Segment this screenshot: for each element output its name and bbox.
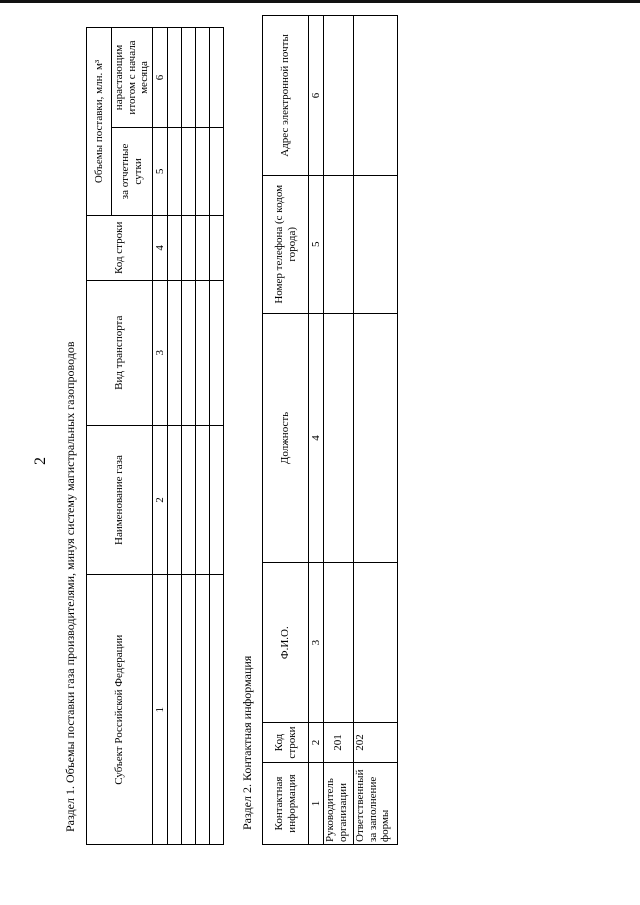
email-cell[interactable] [324, 16, 354, 176]
table-cell[interactable] [210, 280, 224, 425]
table-cell[interactable] [210, 215, 224, 280]
table-row [324, 16, 354, 845]
table-cell[interactable] [210, 575, 224, 845]
table-cell[interactable] [182, 575, 196, 845]
volumes-header: Объемы поставки, млн. м³ [87, 28, 112, 216]
phone-cell[interactable] [324, 175, 354, 313]
phone-header: Номер телефона (с кодом города) [263, 175, 309, 313]
fio-cell[interactable] [324, 563, 354, 723]
col-number: 4 [153, 215, 168, 280]
cumulative-header: нарастающим итогом с начала месяца [112, 28, 153, 128]
table-cell[interactable] [196, 280, 210, 425]
gas-name-header: Наименование газа [87, 425, 153, 575]
email-cell[interactable] [354, 16, 398, 176]
table-cell[interactable] [168, 127, 182, 215]
fio-header: Ф.И.О. [263, 563, 309, 723]
table-cell[interactable] [182, 28, 196, 128]
table-cell[interactable] [210, 425, 224, 575]
transport-header: Вид транспорта [87, 280, 153, 425]
col-number: 3 [153, 280, 168, 425]
section1-title: Раздел 1. Объемы поставки газа производителями, минуя систему магистральных газопроводов [63, 341, 77, 832]
table-cell[interactable] [196, 127, 210, 215]
table-cell[interactable] [168, 280, 182, 425]
table-row [354, 16, 398, 845]
row-code: 201 [324, 723, 354, 763]
table-cell[interactable] [168, 28, 182, 128]
page-number: 2 [32, 457, 49, 465]
table-cell[interactable] [182, 280, 196, 425]
col-number: 1 [309, 763, 324, 845]
contact-header: Контактная информация [263, 763, 309, 845]
phone-cell[interactable] [354, 175, 398, 313]
col-number: 2 [309, 723, 324, 763]
position-header: Должность [263, 313, 309, 563]
col-number: 3 [309, 563, 324, 723]
table-cell[interactable] [182, 127, 196, 215]
table-row [210, 28, 224, 845]
table-cell[interactable] [182, 215, 196, 280]
table-cell[interactable] [196, 215, 210, 280]
col-number: 6 [309, 16, 324, 176]
col-number: 2 [153, 425, 168, 575]
table-cell[interactable] [196, 425, 210, 575]
table-cell[interactable] [168, 215, 182, 280]
position-cell[interactable] [354, 313, 398, 563]
position-cell[interactable] [324, 313, 354, 563]
section1-table [86, 27, 224, 845]
col-number: 6 [153, 28, 168, 128]
col-number: 1 [153, 575, 168, 845]
daily-header: за отчетные сутки [112, 127, 153, 215]
table-cell[interactable] [196, 575, 210, 845]
row-label: Руководитель организации [324, 763, 354, 845]
section2-table [262, 15, 398, 845]
table-row [182, 28, 196, 845]
col-number: 5 [309, 175, 324, 313]
code-header: Код строки [263, 723, 309, 763]
row-code: 202 [354, 723, 398, 763]
row-label: Ответственный за заполнение формы [354, 763, 398, 845]
table-cell[interactable] [210, 28, 224, 128]
table-row [196, 28, 210, 845]
section2-title: Раздел 2. Контактная информация [240, 655, 254, 830]
table-cell[interactable] [168, 425, 182, 575]
fio-cell[interactable] [354, 563, 398, 723]
table-cell[interactable] [168, 575, 182, 845]
subject-header: Субъект Российской Федерации [87, 575, 153, 845]
table-cell[interactable] [182, 425, 196, 575]
code-header: Код строки [87, 215, 153, 280]
table-cell[interactable] [210, 127, 224, 215]
table-row [168, 28, 182, 845]
email-header: Адрес электронной почты [263, 16, 309, 176]
col-number: 4 [309, 313, 324, 563]
col-number: 5 [153, 127, 168, 215]
table-cell[interactable] [196, 28, 210, 128]
